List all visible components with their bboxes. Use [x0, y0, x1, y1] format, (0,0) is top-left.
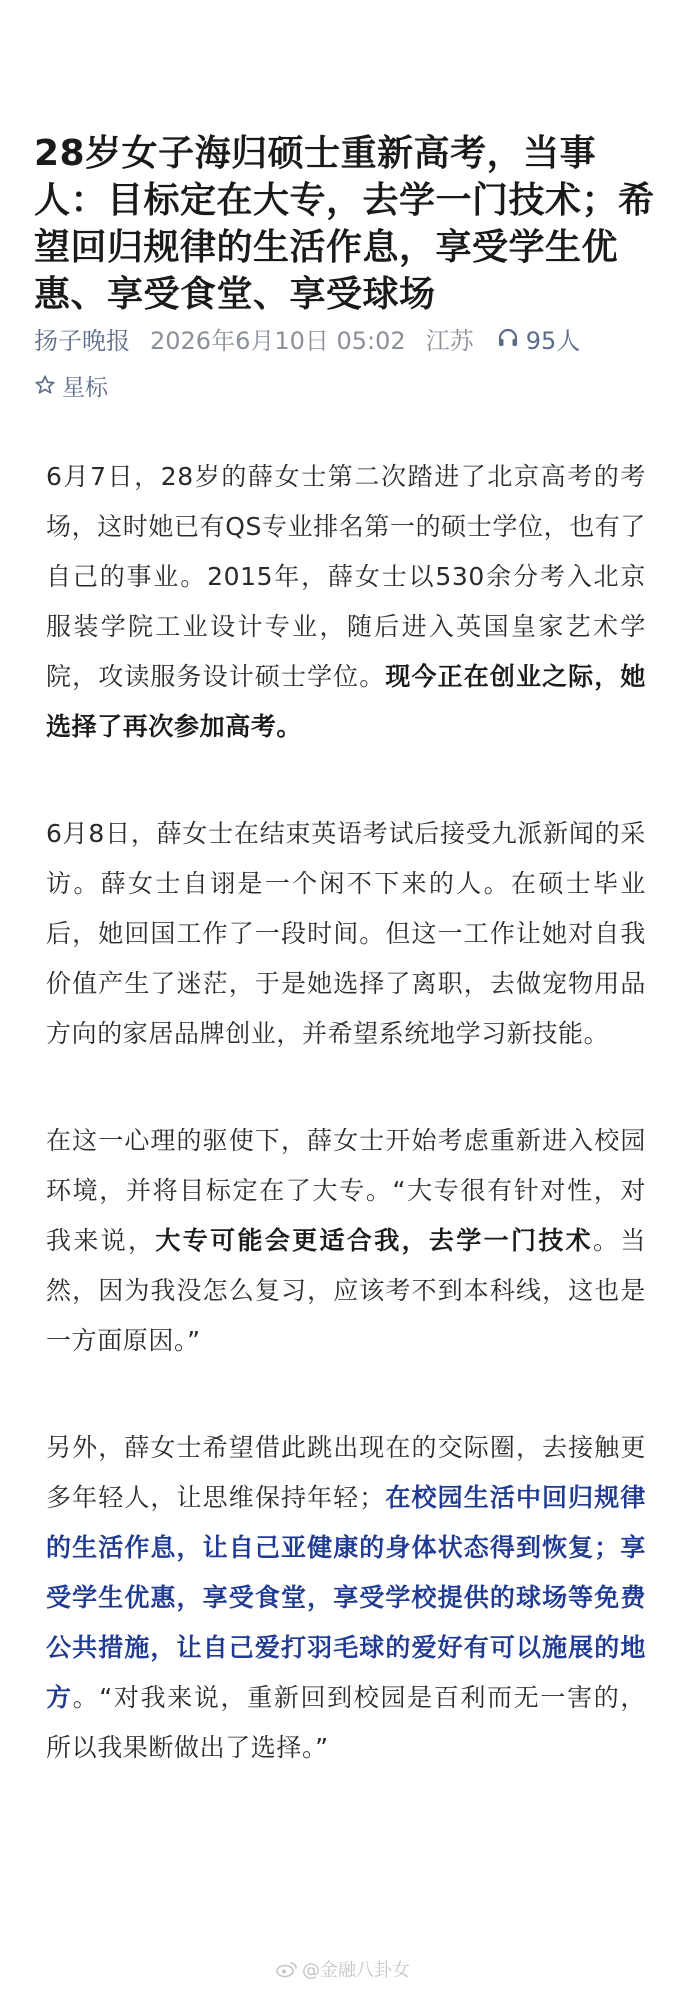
paragraph-4 [46, 1423, 646, 1773]
star-label: 星标 [62, 374, 108, 401]
paragraph-1-bold: 现今正在创业之际，她选择了再次参加高考。 [46, 662, 646, 741]
paragraph-4-text-end: 。“对我来说，重新回到校园是百利而无一害的，所以我果断做出了选择。” [46, 1683, 646, 1762]
headphones-icon [496, 326, 520, 350]
article-body [46, 452, 646, 1830]
paragraph-1 [46, 452, 646, 752]
paragraph-2 [46, 809, 646, 1059]
star-outline-icon [34, 374, 56, 396]
paragraph-3-text-end: 。当然，因为我没怎么复习，应该考不到本科线，这也是一方面原因。” [46, 1226, 646, 1355]
article-title: 28岁女子海归硕士重新高考，当事人：目标定在大专，去学一门技术；希望回归规律的生活作息，享受学生优惠、享受食堂、享受球场 [34, 133, 655, 316]
paragraph-3-bold: 大专可能会更适合我，去学一门技术 [155, 1226, 594, 1255]
paragraph-4-highlight: 在校园生活中回归规律的生活作息，让自己亚健康的身体状态得到恢复；享受学生优惠，享受食堂，享受学校提供的球场等免费公共措施，让自己爱打羽毛球的爱好有可以施展的地方 [46, 1483, 646, 1712]
source-name[interactable]: 扬子晚报 [34, 326, 130, 355]
paragraph-3 [46, 1116, 646, 1366]
article-meta [34, 318, 580, 358]
publish-time: 2026年6月10日 05:02 [150, 326, 406, 355]
paragraph-4-text-start: 另外，薛女士希望借此跳出现在的交际圈，去接触更多年轻人，让思维保持年轻； [46, 1433, 646, 1512]
paragraph-2-text: 6月8日，薛女士在结束英语考试后接受九派新闻的采访。薛女士自诩是一个闲不下来的人。在硕士毕业后，她回国工作了一段时间。但这一工作让她对自我价值产生了迷茫，于是她选择了离职，去做宠物用品方向的家居品牌创业，并希望系统地学习新技能。 [46, 819, 646, 1048]
watermark-text: @金融八卦女 [302, 1960, 410, 1981]
listen-button[interactable] [496, 321, 581, 356]
paragraph-3-text-start: 在这一心理的驱使下，薛女士开始考虑重新进入校园环境，并将目标定在了大专。“大专很有针对性，对我来说， [46, 1126, 646, 1255]
watermark [276, 1954, 410, 1984]
weibo-logo-icon [276, 1960, 298, 1978]
paragraph-1-text: 6月7日，28岁的薛女士第二次踏进了北京高考的考场，这时她已有QS专业排名第一的硕士学位，也有了自己的事业。2015年，薛女士以530余分考入北京服装学院工业设计专业，随后进入英国皇家艺术学院，攻读服务设计硕士学位。 [46, 462, 646, 691]
publish-location: 江苏 [425, 326, 474, 355]
star-button[interactable] [34, 366, 108, 404]
listen-count: 95人 [525, 326, 581, 355]
